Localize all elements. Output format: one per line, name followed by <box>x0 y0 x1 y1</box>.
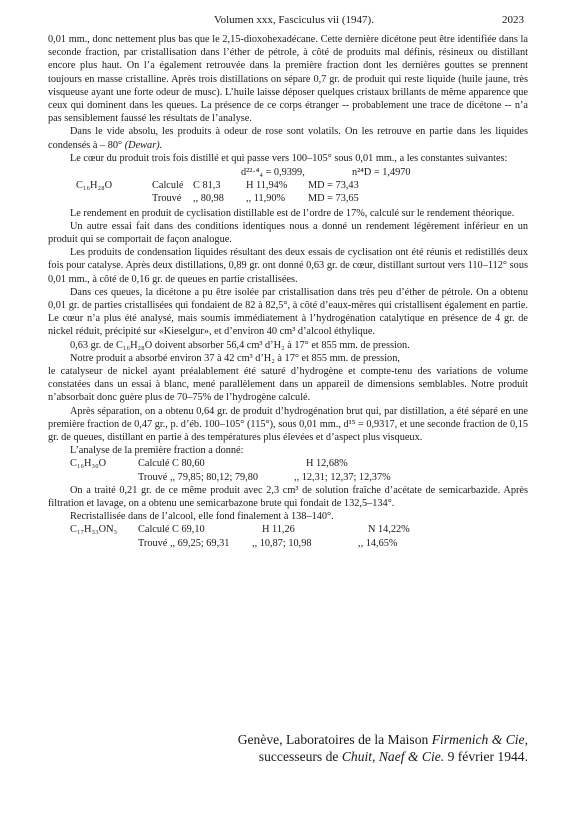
formula3-calc-row <box>48 523 528 536</box>
paragraph-2-text: Dans le vide absolu, les produits à odeur de rose sont volatils. On les retrouve en partie dans les liquides condensés à – 80° <box>48 126 528 151</box>
article-body <box>48 33 528 550</box>
formula3-found-n: ,, 14,65% <box>358 537 398 549</box>
paragraph-7: Dans ces queues, la dicétone a pu être isolée par cristallisation dans très peu d’éther de pétrole. On a obtenu 0,01 gr. de parties cristallisées qui fondaient de 82 à 82,5°, à côté d’eaux-mères qui cristallisent également en partie. Le cœur n’a plus été analysé, mais soumis immédiatement à l’hydrogénation catalytique en présence de 4 gr. de nickel réduit, précipité sur «Kieselgur», et d’environ 40 cm³ d’alcool éthylique. <box>48 286 528 338</box>
formula1-formula: C₁₆H₂₈O <box>76 180 113 192</box>
signature-company: Firmenich & Cie, <box>431 732 528 747</box>
formula1-calc-label: Calculé <box>152 180 184 192</box>
signature-line-2 <box>48 748 528 765</box>
formula3-found-row <box>48 537 528 550</box>
signature-block <box>48 731 528 765</box>
refraction-value: n²⁴D = 1,4970 <box>352 167 411 179</box>
paragraph-1: 0,01 mm., donc nettement plus bas que le 2,15-dioxohexadécane. Cette dernière dicétone peut être identifiée dans la seconde fraction, par cristallisation dans l’éther de pétrole, à côté de produits mal définis, résineux ou distillant encore plus haut. On l’a également retrouvée dans la première fraction dont les dernières gouttes se prennent toujours en masse cristalline. Après trois distillations on sépare 0,7 gr. de produit qui reste liquide (huile jaune, très visqueuse ayant une forte odeur de musc). L’huile laisse déposer quelques cristaux brillants de même apparence que ceux qui dominent dans les queues. La présence de ce corps étranger -- probablement une trace de dicétone -- n’a pas sensiblement faussé les résultats de l’analyse. <box>48 34 528 125</box>
paragraph-5: Un autre essai fait dans des conditions identiques nous a donné un rendement légèrement inférieur en un produit qui se comportait de façon analogue. <box>48 220 528 245</box>
formula1-found-md: MD = 73,65 <box>308 193 359 205</box>
signature-date: 9 février 1944. <box>444 749 528 764</box>
paragraph-6: Les produits de condensation liquides résultant des deux essais de cyclisation ont été réunis et redistillés deux fois pour catalyse. Après deux distillations, 0,89 gr. ont donné 0,63 gr. de cœur, distillant surtout vers 110–112° sous 0,01 mm., à côté de 0,16 gr. de queues en partie cristallisées. <box>48 247 528 285</box>
formula1-found-c: ,, 80,98 <box>193 193 224 205</box>
paragraph-13: On a traité 0,21 gr. de ce même produit avec 2,3 cm³ de solution fraîche d’acétate de semicarbazide. Après filtration et lavage, on a obtenu une semicarbazone brute qui fondait de 132,5–134°. <box>48 484 528 510</box>
signature-predecessor: Chuit, Naef & Cie. <box>341 749 445 764</box>
formula2-calc-h: H 12,68% <box>306 458 348 470</box>
formula1-calc-h: H 11,94% <box>246 180 288 192</box>
density-value: d²²·⁴₄ = 0,9399, <box>241 167 305 179</box>
formula1-calc-row <box>48 179 528 192</box>
page-number: 2023 <box>502 14 524 26</box>
formula2-found-row <box>48 471 528 484</box>
paragraph-10: le catalyseur de nickel ayant préalablement été saturé d’hydrogène et compte-tenu des variations de volume constatées dans un essai à blanc, mené parallèlement dans un appareil de dimensions semblables. Notre produit n’absorbait donc guère plus de 70–75% de l’hydrogène calculé. <box>48 366 528 404</box>
paragraph-12: L’analyse de la première fraction a donné: <box>70 445 244 457</box>
formula3-calc-h: H 11,26 <box>262 524 295 536</box>
formula3-calc-label: Calculé C 69,10 <box>138 524 205 536</box>
formula1-calc-c: C 81,3 <box>193 180 221 192</box>
dewar-ref: (Dewar). <box>124 139 163 151</box>
running-header <box>64 14 524 30</box>
paragraph-3: Le cœur du produit trois fois distillé et qui passe vers 100–105° sous 0,01 mm., a les constantes suivantes: <box>70 152 508 164</box>
formula1-calc-md: MD = 73,43 <box>308 180 359 192</box>
paragraph-14: Recristallisée dans de l’alcool, elle fond finalement à 138–140°. <box>70 511 334 523</box>
formula3-formula: C₁₇H₃₃ON₃ <box>70 524 118 536</box>
paragraph-11: Après séparation, on a obtenu 0,64 gr. de produit d’hydrogénation brut qui, par distillation, a été séparé en une première fraction de 0,47 gr., p. d’éb. 100–105° (115°), sous 0,01 mm., d¹⁵ = 0,9317, et une seconde fraction de 0,15 gr. de queues, distillant en partie à des températures plus élevées et d’aspect plus visqueux. <box>48 405 528 444</box>
formula1-found-h: ,, 11,90% <box>246 193 286 205</box>
journal-title: Volumen xxx, Fasciculus vii (1947). <box>214 14 374 26</box>
formula2-calc-label: Calculé C 80,60 <box>138 458 205 470</box>
paragraph-2 <box>48 125 528 151</box>
formula2-found-h: ,, 12,31; 12,37; 12,37% <box>294 471 391 483</box>
formula3-calc-n: N 14,22% <box>368 524 410 536</box>
formula1-found-row <box>48 192 528 205</box>
signature-line-1 <box>48 731 528 748</box>
formula3-found-h: ,, 10,87; 10,98 <box>252 537 312 549</box>
formula2-calc-row <box>48 457 528 470</box>
constants-row <box>48 166 528 179</box>
signature-successors: successeurs de <box>258 749 342 764</box>
paragraph-4: Le rendement en produit de cyclisation distillable est de l’ordre de 17%, calculé sur le rendement théorique. <box>70 207 515 219</box>
paragraph-8: 0,63 gr. de C₁₆H₂₈O doivent absorber 56,4 cm³ d’H₂ à 17° et 855 mm. de pression. <box>70 339 410 351</box>
formula2-formula: C₁₆H₃₀O <box>70 458 107 470</box>
formula1-found-label: Trouvé <box>152 193 182 205</box>
formula2-found: Trouvé ,, 79,85; 80,12; 79,80 <box>138 471 259 483</box>
paragraph-9: Notre produit a absorbé environ 37 à 42 cm³ d’H₂ à 17° et 855 mm. de pression, <box>70 352 400 364</box>
signature-place: Genève, Laboratoires de la Maison <box>237 732 432 747</box>
formula3-found: Trouvé ,, 69,25; 69,31 <box>138 537 230 549</box>
